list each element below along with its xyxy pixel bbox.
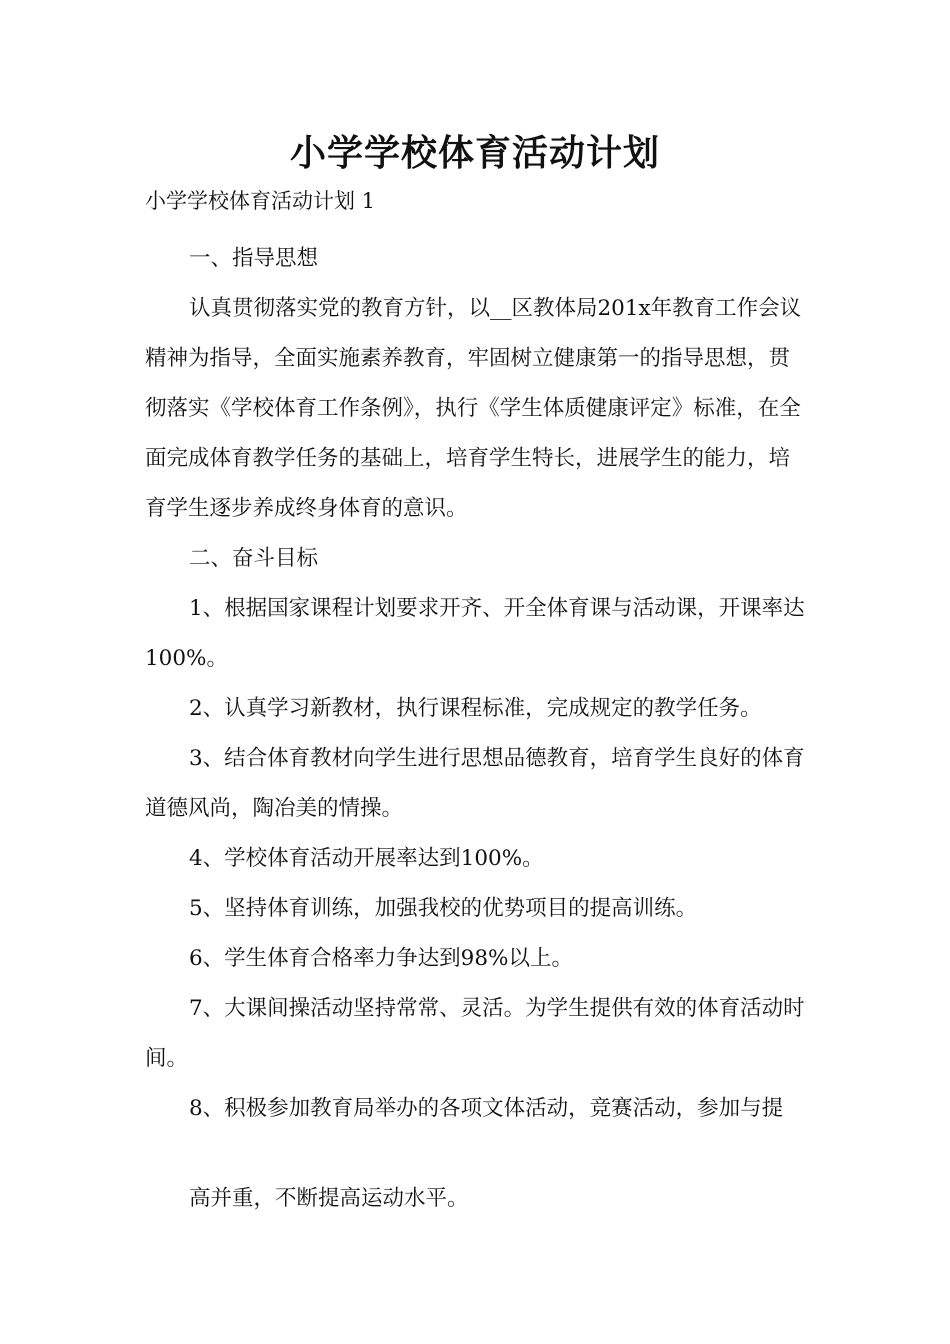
goal-item-7: 7、大课间操活动坚持常常、灵活。为学生提供有效的体育活动时间。 <box>145 996 805 1071</box>
goal-item-1: 1、根据国家课程计划要求开齐、开全体育课与活动课，开课率达100%。 <box>145 596 805 671</box>
goal-item-6: 6、学生体育合格率力争达到98%以上。 <box>189 946 573 971</box>
goal-item-8: 8、积极参加教育局举办的各项文体活动，竞赛活动，参加与提 <box>189 1096 784 1121</box>
document-body <box>145 234 807 1134</box>
goal-item-8-continuation: 高并重，不断提高运动水平。 <box>189 1186 469 1211</box>
document-subtitle: 小学学校体育活动计划 1 <box>145 189 376 213</box>
goal-item-2: 2、认真学习新教材，执行课程标准，完成规定的教学任务。 <box>189 696 762 721</box>
goal-item-5: 5、坚持体育训练，加强我校的优势项目的提高训练。 <box>189 896 698 921</box>
paragraph-guiding-ideology: 认真贯彻落实党的教育方针，以__区教体局201x年教育工作会议精神为指导，全面实施素养教育，牢固树立健康第一的指导思想，贯彻落实《学校体育工作条例》，执行《学生体质健康评定》标准，在全面完成体育教学任务的基础上，培育学生特长，进展学生的能力，培育学生逐步养成终身体育的意识。 <box>145 296 802 521</box>
goal-item-4: 4、学校体育活动开展率达到100%。 <box>189 846 544 871</box>
section-heading-goals: 二、奋斗目标 <box>189 546 319 571</box>
goal-item-3: 3、结合体育教材向学生进行思想品德教育，培育学生良好的体育道德风尚，陶冶美的情操。 <box>145 746 805 821</box>
section-heading-guiding-ideology: 一、指导思想 <box>189 246 319 271</box>
document-title: 小学学校体育活动计划 <box>289 133 660 174</box>
